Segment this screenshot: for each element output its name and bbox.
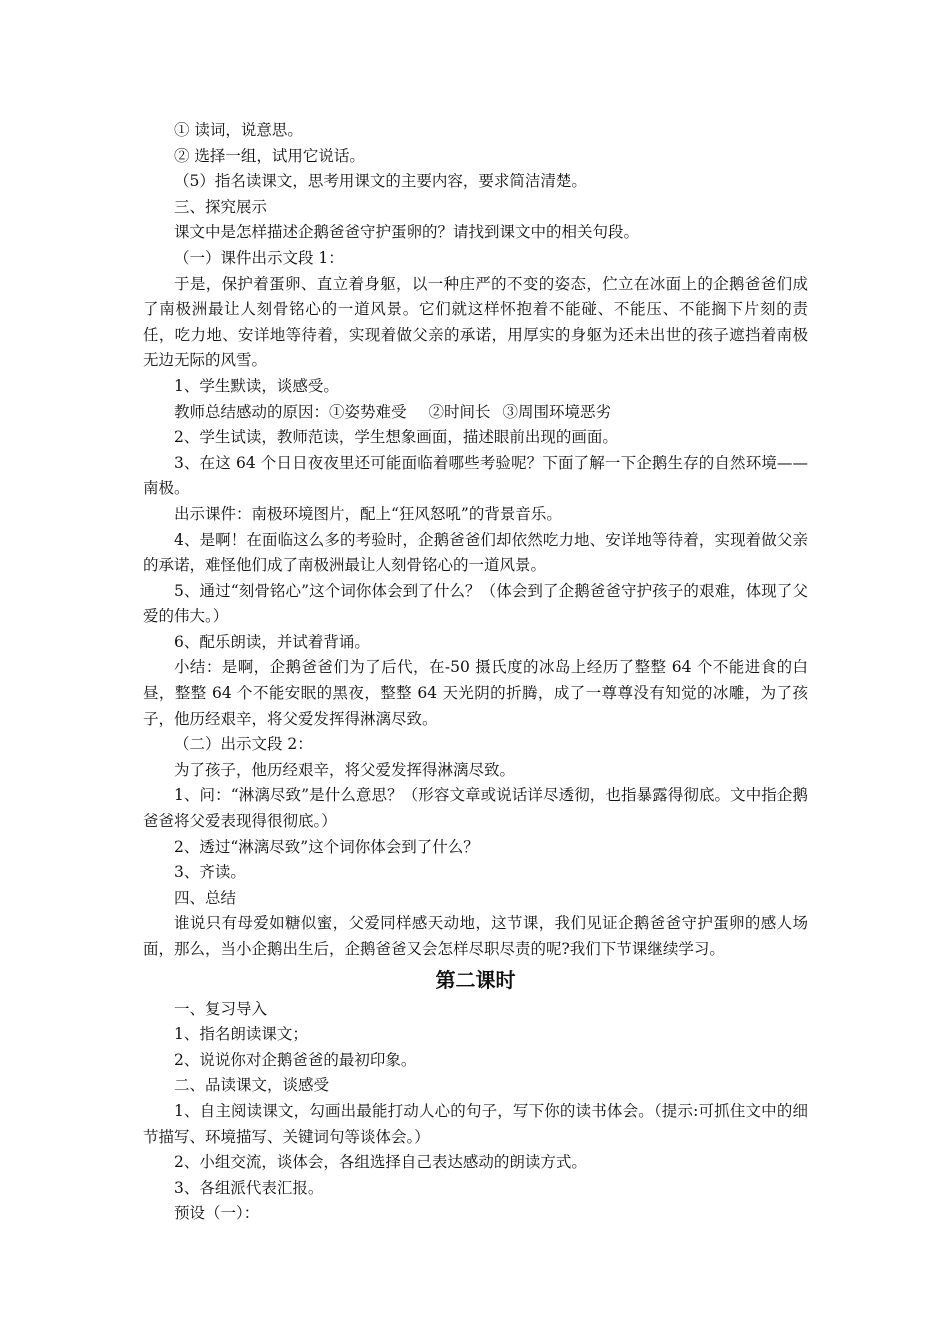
quoted-passage-2: 为了孩子，他历经艰辛，将父爱发挥得淋漓尽致。 bbox=[174, 760, 516, 779]
paragraph: 出示课件：南极环境图片，配上“狂风怒吼”的背景音乐。 bbox=[174, 504, 562, 523]
paragraph: 1、学生默读，谈感受。 bbox=[174, 376, 339, 395]
paragraph: ① 读词，说意思。 bbox=[174, 121, 303, 139]
reason-intro: 教师总结感动的原因：①姿势难受 bbox=[174, 402, 407, 421]
paragraph: 2、说说你对企鹅爸爸的最初印象。 bbox=[174, 1050, 417, 1069]
paragraph: （5）指名读课文，思考用课文的主要内容，要求简洁清楚。 bbox=[174, 172, 587, 191]
paragraph: 3、在这 64 个日日夜夜里还可能面临着哪些考验呢？下面了解一下企鹅生存的自然环境——南极。 bbox=[143, 453, 808, 498]
paragraph: 1、指名朗读课文； bbox=[174, 1025, 308, 1044]
paragraph: 3、齐读。 bbox=[174, 863, 246, 882]
paragraph: 1、自主阅读课文，勾画出最能打动人心的句子，写下你的读书体会。（提示:可抓住文中的细节描写、环境描写、关键词句等谈体会。） bbox=[143, 1101, 808, 1146]
paragraph: 3、各组派代表汇报。 bbox=[174, 1178, 324, 1197]
lesson-two-title: 第二课时 bbox=[435, 967, 516, 992]
reason-two: ②时间长 bbox=[428, 402, 491, 421]
paragraph: 6、配乐朗读，并试着背诵。 bbox=[174, 632, 370, 651]
subsection-heading: （一）课件出示文段 1： bbox=[174, 248, 344, 267]
paragraph: 2、学生试读，教师范读，学生想象画面，描述眼前出现的画面。 bbox=[174, 428, 618, 447]
summary-paragraph: 小结：是啊，企鹅爸爸们为了后代，在-50 摄氏度的冰岛上经历了整整 64 个不能进食的白昼，整整 64 个不能安眠的黑夜，整整 64 天光阴的折腾，成了一尊尊没有知觉的冰雕，为了孩子，他历经艰辛，将父爱发挥得淋漓尽致。 bbox=[143, 658, 808, 728]
paragraph: ② 选择一组，试用它说话。 bbox=[174, 146, 365, 165]
paragraph-reasons bbox=[143, 400, 808, 426]
paragraph: 2、小组交流，谈体会，各组选择自己表达感动的朗读方式。 bbox=[174, 1153, 587, 1172]
section-heading: 一、复习导入 bbox=[174, 999, 268, 1018]
paragraph: 4、是啊！在面临这么多的考验时，企鹅爸爸们却依然吃力地、安详地等待着，实现着做父亲的承诺，难怪他们成了南极洲最让人刻骨铭心的一道风景。 bbox=[143, 530, 808, 575]
reason-three: ③周围环境恶劣 bbox=[502, 402, 612, 421]
paragraph: 1、问：“淋漓尽致”是什么意思？（形容文章或说话详尽透彻，也指暴露得彻底。文中指企鹅爸爸将父爱表现得很彻底。） bbox=[143, 786, 808, 831]
paragraph: 5、通过“刻骨铭心”这个词你体会到了什么？（体会到了企鹅爸爸守护孩子的艰难，体现了父爱的伟大。） bbox=[143, 581, 808, 626]
quoted-passage-1: 于是，保护着蛋卵、直立着身躯，以一种庄严的不变的姿态，伫立在冰面上的企鹅爸爸们成了南极洲最让人刻骨铭心的一道风景。它们就这样怀抱着不能碰、不能压、不能搁下片刻的责任，吃力地、安详地等待着，实现着做父亲的承诺，用厚实的身躯为还未出世的孩子遮挡着南极无边无际的风雪。 bbox=[143, 274, 808, 370]
paragraph: 2、透过“淋漓尽致”这个词你体会到了什么？ bbox=[174, 837, 479, 856]
conclusion-paragraph: 谁说只有母爱如糖似蜜，父爱同样感天动地，这节课，我们见证企鹅爸爸守护蛋卵的感人场面，那么，当小企鹅出生后，企鹅爸爸又会怎样尽职尽责的呢?我们下节课继续学习。 bbox=[143, 914, 808, 958]
section-heading: 四、总结 bbox=[174, 888, 237, 907]
section-heading: 三、探究展示 bbox=[174, 197, 268, 216]
paragraph: 课文中是怎样描述企鹅爸爸守护蛋卵的？请找到课文中的相关句段。 bbox=[174, 223, 640, 242]
document-body bbox=[143, 118, 808, 1227]
paragraph: 预设（一）： bbox=[174, 1204, 260, 1223]
section-heading: 二、品读课文，谈感受 bbox=[174, 1076, 330, 1095]
subsection-heading: （二）出示文段 2： bbox=[174, 735, 313, 754]
